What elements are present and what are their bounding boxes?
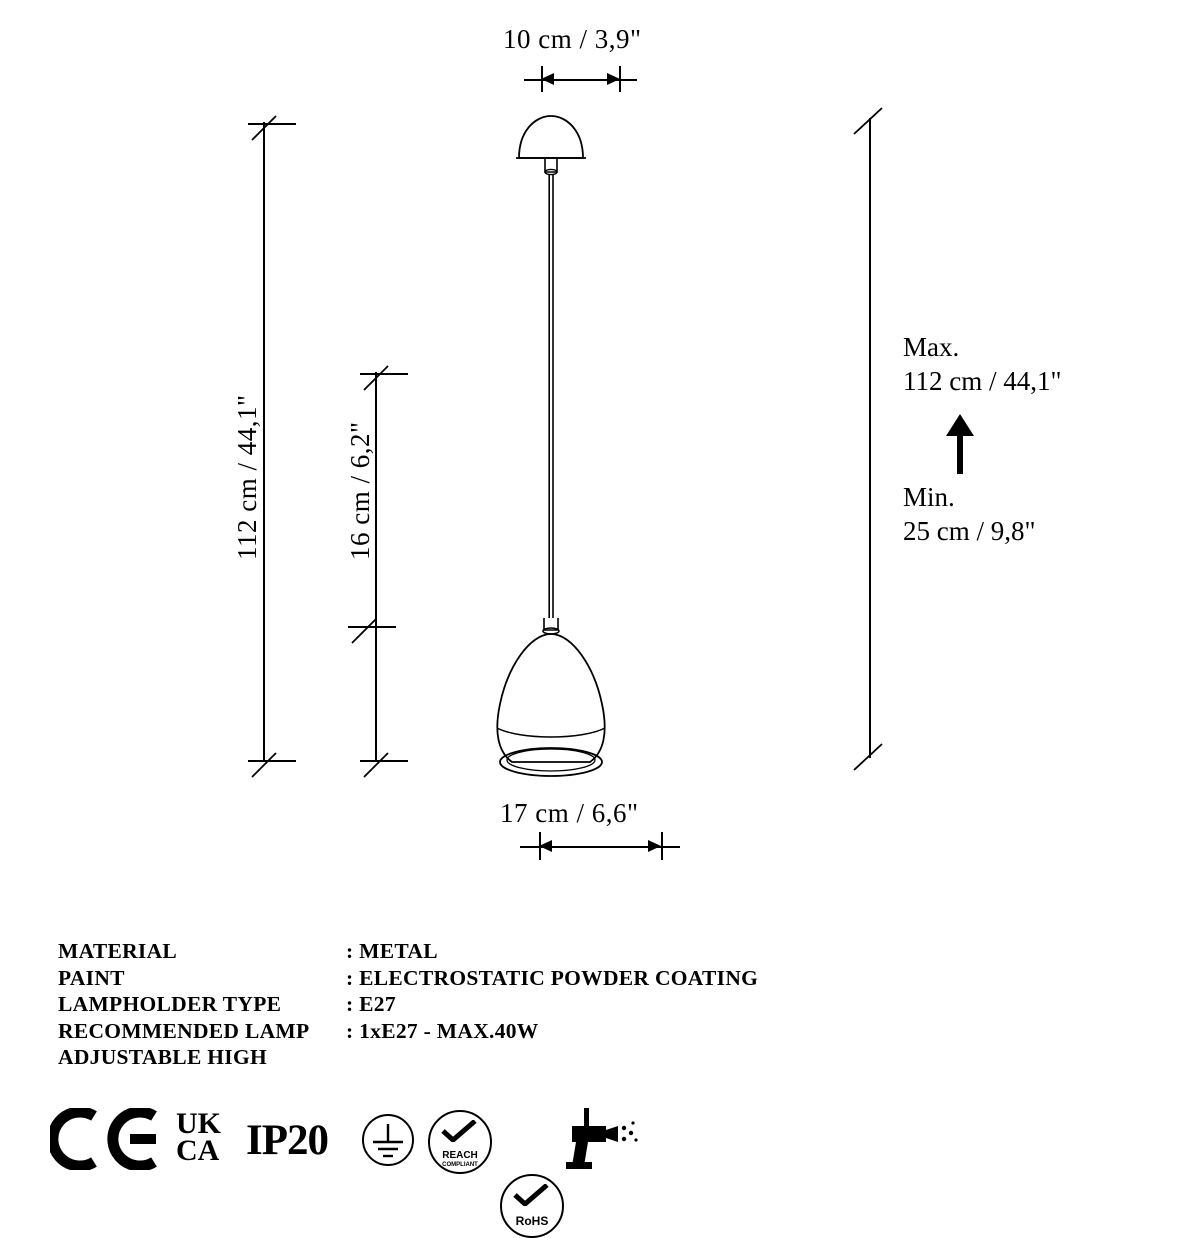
spec-row <box>58 991 758 1018</box>
slash-tick-right-bottom <box>852 740 888 776</box>
spec-key: RECOMMENDED LAMP <box>58 1018 310 1043</box>
reach-label: REACH <box>442 1150 478 1161</box>
reach-badge-icon <box>428 1110 492 1174</box>
spec-key: ADJUSTABLE HIGH <box>58 1045 267 1069</box>
slash-tick-inner-top <box>362 358 392 398</box>
ukca-line1: UK <box>176 1107 221 1140</box>
dimension-shade-height: 16 cm / 6,2" <box>345 421 375 560</box>
spec-key: LAMPHOLDER TYPE <box>58 992 282 1016</box>
spec-row <box>58 1018 758 1045</box>
spec-key: PAINT <box>58 965 125 990</box>
adjust-min-label: Min. <box>903 482 955 512</box>
dimension-top-width: 10 cm / 3,9" <box>503 24 642 54</box>
adjust-min-value: 25 cm / 9,8" <box>903 516 1036 546</box>
adjust-max-value: 112 cm / 44,1" <box>903 366 1062 396</box>
ce-mark-icon <box>50 1108 160 1170</box>
spec-row <box>58 938 758 965</box>
dimension-total-height: 112 cm / 44,1" <box>232 394 262 560</box>
spec-key: MATERIAL <box>58 939 178 963</box>
slash-tick-inner-mid <box>350 611 380 651</box>
earth-ground-icon <box>360 1112 416 1168</box>
spec-row <box>58 965 758 992</box>
adjust-max-label: Max. <box>903 332 960 362</box>
spray-gun-icon <box>562 1106 642 1172</box>
spec-table <box>58 938 758 1071</box>
rohs-badge-icon <box>500 1174 564 1238</box>
slash-tick-right-top <box>852 104 888 140</box>
spec-value: : ELECTROSTATIC POWDER COATING <box>346 965 759 990</box>
reach-sublabel: COMPLIANT <box>442 1162 478 1168</box>
dim-line-left-inner <box>375 372 377 762</box>
ukca-mark-icon <box>176 1107 221 1167</box>
spec-value: : E27 <box>346 992 396 1016</box>
ukca-line2: CA <box>176 1134 220 1167</box>
up-arrow-icon <box>938 412 982 476</box>
slash-tick-outer-bottom <box>250 745 280 785</box>
spec-row <box>58 1044 758 1071</box>
check-icon <box>513 1184 549 1206</box>
dim-arrows-bottom <box>520 831 686 863</box>
dimension-bottom-width: 17 cm / 6,6" <box>500 798 639 828</box>
spec-value: : METAL <box>346 939 438 963</box>
rohs-label: RoHS <box>515 1214 549 1228</box>
dim-line-left-outer <box>263 122 265 762</box>
slash-tick-outer-top <box>250 108 280 148</box>
pendant-lamp-drawing <box>470 100 730 780</box>
check-icon <box>441 1120 477 1142</box>
dim-arrows-top <box>524 64 644 96</box>
dim-line-right <box>869 118 871 758</box>
certification-badges <box>50 1107 549 1228</box>
ip-rating-label: IP20 <box>246 1117 328 1164</box>
slash-tick-inner-bottom <box>362 745 392 785</box>
spec-value: : 1xE27 - MAX.40W <box>346 1018 539 1043</box>
